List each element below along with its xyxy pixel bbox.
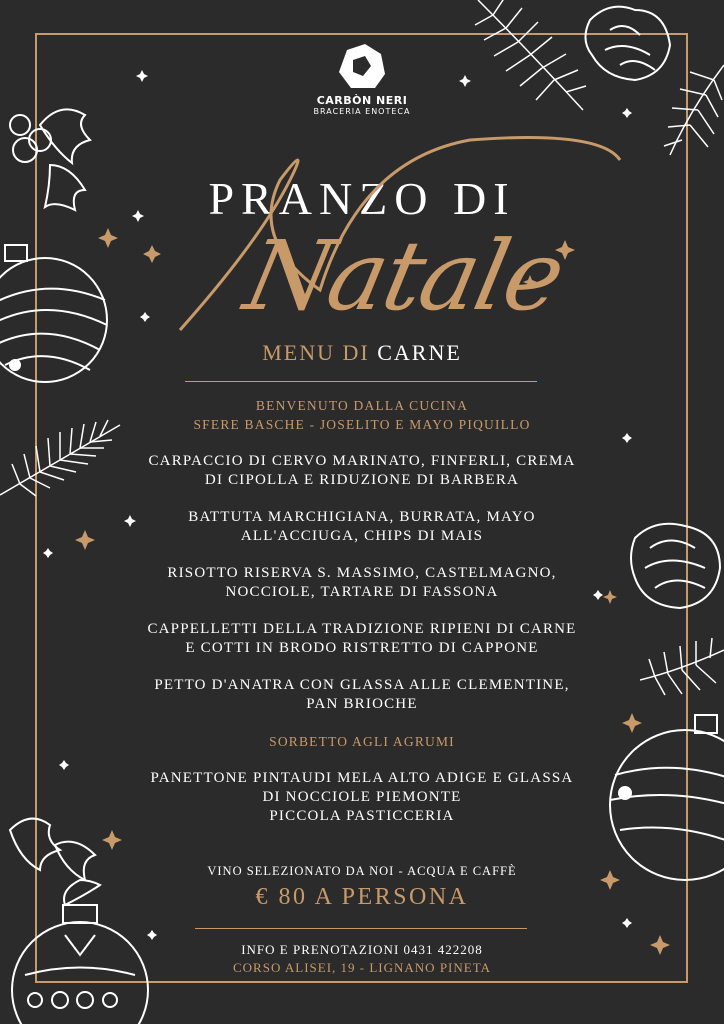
menu-course-line: CAPPELLETTI DELLA TRADIZIONE RIPIENI DI CARNE (147, 621, 577, 637)
menu-course-line: PANETTONE PINTAUDI MELA ALTO ADIGE E GLASSA (150, 770, 574, 786)
menu-subtitle (0, 340, 724, 366)
logo-subtitle: BRACERIA ENOTECA (313, 107, 411, 116)
menu-course-line: SFERE BASCHE - JOSELITO E MAYO PIQUILLO (193, 417, 531, 432)
menu-course-line: CARPACCIO DI CERVO MARINATO, FINFERLI, CREMA (148, 453, 576, 469)
menu-course-line: DI NOCCIOLE PIEMONTE (262, 789, 462, 805)
menu-course (0, 564, 724, 602)
menu-course (0, 676, 724, 714)
menu-course-line: NOCCIOLE, TARTARE DI FASSONA (225, 584, 499, 600)
menu-course-line: ALL'ACCIUGA, CHIPS DI MAIS (240, 528, 484, 544)
menu-course (0, 508, 724, 546)
menu-course (0, 769, 724, 826)
menu-course-line: PETTO D'ANATRA CON GLASSA ALLE CLEMENTINE, (154, 677, 570, 693)
wine-note: VINO SELEZIONATO DA NOI - ACQUA E CAFFÈ (207, 864, 517, 878)
menu-course-line: SORBETTO AGLI AGRUMI (269, 734, 455, 749)
menu-course-line: BATTUTA MARCHIGIANA, BURRATA, MAYO (188, 509, 536, 525)
menu-course (0, 732, 724, 751)
menu-subtitle-part2: CARNE (377, 340, 462, 365)
title-script-natale: Natale (236, 220, 573, 332)
menu-courses-list (0, 396, 724, 844)
price-per-person: € 80 A PERSONA (255, 884, 469, 910)
logo-brand-name: CARBÒN NERI (316, 94, 408, 107)
title-pranzo-di: PRANZO DI (208, 173, 516, 224)
logo-mark-icon (335, 42, 389, 92)
menu-course-line: E COTTI IN BRODO RISTRETTO DI CAPPONE (185, 640, 539, 656)
divider-top (185, 381, 537, 382)
menu-course-line: DI CIPOLLA E RIDUZIONE DI BARBERA (204, 472, 520, 488)
menu-course-line: RISOTTO RISERVA S. MASSIMO, CASTELMAGNO, (167, 565, 557, 581)
menu-course-line: PAN BRIOCHE (306, 696, 418, 712)
divider-bottom (195, 928, 527, 929)
restaurant-logo (0, 42, 724, 116)
menu-course (0, 620, 724, 658)
booking-info: INFO E PRENOTAZIONI 0431 422208 (241, 942, 483, 957)
restaurant-address: CORSO ALISEI, 19 - LIGNANO PINETA (232, 960, 491, 975)
menu-course-line: PICCOLA PASTICCERIA (269, 808, 455, 824)
menu-course-line: BENVENUTO DALLA CUCINA (255, 398, 469, 413)
menu-subtitle-part1: MENU DI (262, 340, 370, 365)
menu-course (0, 396, 724, 434)
menu-course (0, 452, 724, 490)
